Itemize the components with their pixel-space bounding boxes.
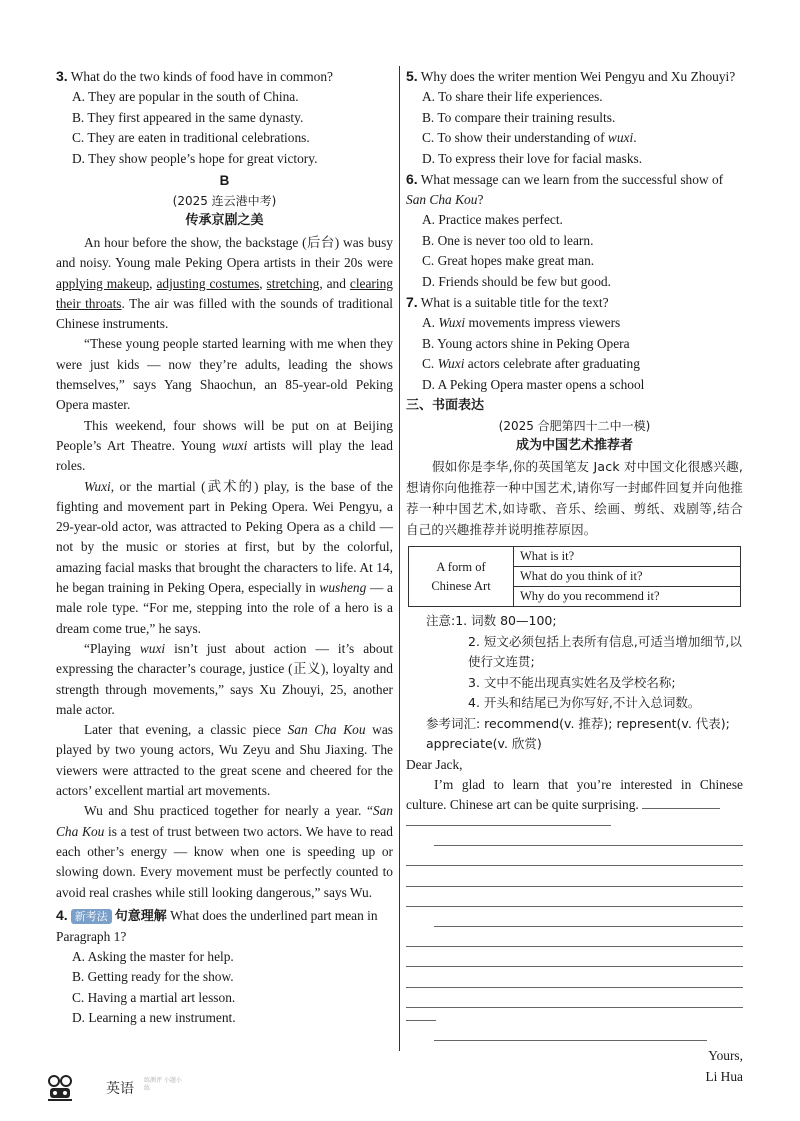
question-text: What do the two kinds of food have in common? (70, 69, 333, 84)
writing-line[interactable] (406, 947, 743, 967)
question-text: What does the underlined part mean in Paragraph 1? (56, 907, 378, 944)
option-a[interactable]: A. To share their life experiences. (422, 89, 603, 104)
writing-line[interactable] (434, 1021, 707, 1041)
underlined-part: adjusting costumes (156, 275, 260, 291)
underlined-part: applying makeup (56, 275, 150, 291)
option-a[interactable]: A. Practice makes perfect. (422, 212, 563, 227)
underlined-part: clearing their throats (56, 275, 393, 311)
option-b[interactable]: B. They first appeared in the same dynasty. (72, 109, 304, 125)
vocab-hint: 参考词汇: recommend(v. 推荐); represent(v. 代表); appreciate(v. 欣赏) (426, 715, 730, 751)
option-c[interactable]: C. Great hopes make great man. (422, 253, 595, 268)
question-4 (56, 905, 393, 1029)
paragraph-2: “These young people started learning with me when they were just kids — now they’re adults, leading the shows themselves,” says Yang Shaochun, an 85-year-old Peking Opera master. (56, 336, 393, 413)
right-column (406, 66, 743, 1087)
option-a[interactable]: A. Wuxi movements impress viewers (422, 315, 621, 330)
new-method-badge: 新考法 (71, 909, 112, 924)
option-c[interactable]: C. Having a martial art lesson. (72, 989, 236, 1005)
option-a[interactable]: A. They are popular in the south of China. (72, 89, 299, 104)
letter-closing: Yours, (708, 1047, 743, 1063)
letter-signature: Li Hua (705, 1068, 743, 1084)
option-c[interactable]: C. They are eaten in traditional celebrations. (72, 130, 310, 145)
option-c[interactable]: C. Wuxi actors celebrate after graduating (422, 356, 640, 371)
question-7 (406, 292, 743, 395)
question-number: 7. (406, 294, 418, 310)
question-text: What is a suitable title for the text? (420, 295, 609, 310)
info-table (408, 546, 741, 607)
answer-area[interactable] (406, 817, 743, 1041)
option-c[interactable]: C. To show their understanding of wuxi. (422, 130, 637, 145)
question-text: Why does the writer mention Wei Pengyu and Xu Zhouyi? (420, 69, 736, 84)
option-b[interactable]: B. Getting ready for the show. (72, 969, 234, 985)
section-heading: 三、书面表达 (406, 398, 485, 413)
column-divider (399, 66, 400, 1051)
option-d[interactable]: D. Friends should be few but good. (422, 273, 611, 289)
passage-label: B (219, 173, 230, 188)
option-a[interactable]: A. Asking the master for help. (72, 948, 234, 964)
question-5 (406, 66, 743, 169)
left-column (56, 66, 393, 1029)
writing-blank[interactable] (642, 808, 720, 809)
passage-source: (2025 连云港中考) (172, 194, 277, 208)
writing-line[interactable] (406, 927, 743, 947)
option-d[interactable]: D. A Peking Opera master opens a school (422, 376, 645, 392)
writing-source: (2025 合肥第四十二中一模) (498, 419, 651, 433)
writing-line[interactable] (434, 826, 743, 846)
paragraph-5: “Playing wuxi isn’t just about action — it’s about expressing the character’s courage, justice (正义), loyalty and strength through movements,” says Xu Zhouyi, 25, another male actor. (56, 640, 393, 717)
subject-label: 英语 (106, 1081, 134, 1097)
paragraph-3: This weekend, four shows will be put on at Beijing People’s Art Theatre. Young wuxi artists will play the lead roles. (56, 417, 393, 474)
writing-line[interactable] (406, 967, 743, 987)
question-text: What message can we learn from the successful show of (420, 172, 724, 187)
paragraph-6: Later that evening, a classic piece San Cha Kou was played by two young actors, Wu Zeyu and Shu Jiaxing. The viewers were attracted to the great scene and cheered for the actors’ excellent martial art movements. (56, 722, 393, 799)
page-footer (44, 1072, 244, 1106)
table-row: What is it? (514, 547, 741, 567)
question-6: 6. What message can we learn from the successful show of San Cha Kou? A. Practice makes perfect. B. One is never too old to learn. C. Great hopes make great man. D. Friends should be few but good. (406, 169, 743, 292)
underlined-part: stretching (266, 275, 320, 291)
option-b[interactable]: B. One is never too old to learn. (422, 232, 594, 248)
option-b[interactable]: B. Young actors shine in Peking Opera (422, 335, 630, 351)
option-d[interactable]: D. They show people’s hope for great victory. (72, 150, 318, 166)
question-number: 5. (406, 68, 418, 84)
paragraph-1: An hour before the show, the backstage (后台) was busy and noisy. Young male Peking Opera artists in their 20s were applying makeup, adjusting costumes, stretching, and clearing their throats. The air was filled with the sounds of traditional Chinese instruments. (56, 235, 393, 332)
passage-title: 传承京剧之美 (185, 213, 264, 228)
writing-line[interactable] (406, 846, 743, 866)
question-number: 6. (406, 171, 418, 187)
question-number: 3. (56, 68, 68, 84)
option-d[interactable]: D. Learning a new instrument. (72, 1010, 236, 1026)
paragraph-4: Wuxi, or the martial (武术的) play, is the base of the fighting and movement part in Peking Opera. Wei Pengyu, a 29-year-old actor, was attracted to Peking Opera as a child — not by the music or stories at first, but by the colorful, amazing facial masks that brought the characters to life. At 14, he began training in Peking Opera, especially in wusheng — a male role type. “For me, stepping into the role of a hero is a dream come true,” he says. (56, 478, 393, 636)
writing-line[interactable] (406, 1008, 436, 1021)
option-b[interactable]: B. To compare their training results. (422, 109, 616, 125)
question-tag: 句意理解 (114, 908, 167, 924)
letter-opening: I’m glad to learn that you’re interested in Chinese culture. Chinese art can be quite surprising. (406, 776, 743, 812)
writing-line[interactable] (406, 887, 743, 907)
writing-line[interactable] (406, 866, 743, 886)
writing-notes: 注意:1. 词数 80—100; 2. 短文必须包括上表所有信息,可适当增加细节,以使行文连贯; 3. 文中不能出现真实姓名及学校名称; 4. 开头和结尾已为你写好,不计入总词数。 参考词汇: recommend(v. 推荐); represent(v. 代表); appreciate(v. 欣赏) (406, 611, 743, 755)
table-row: What do you think of it? (514, 567, 741, 587)
option-d[interactable]: D. To express their love for facial masks. (422, 150, 643, 166)
letter-greeting: Dear Jack, (406, 756, 463, 772)
writing-line[interactable] (406, 817, 611, 826)
writing-line[interactable] (406, 988, 743, 1008)
writing-prompt: 假如你是李华,你的英国笔友 Jack 对中国文化很感兴趣,想请你向他推荐一种中国艺术,请你写一封邮件回复并向他推荐一种中国艺术,如诗歌、音乐、绘画、剪纸、戏剧等,结合自己的兴趣推荐并说明推荐原因。 (406, 459, 743, 537)
question-number: 4. (56, 906, 68, 923)
paragraph-7: Wu and Shu practiced together for nearly a year. “San Cha Kou is a test of trust between two actors. We have to read each other’s energy — know when one is speeding up or slowing down. Every movement must be perfectly counted to avoid real crashes while still looking dangerous,” says Wu. (56, 803, 394, 900)
table-row: Why do you recommend it? (514, 587, 741, 607)
table-label: A form of Chinese Art (409, 547, 514, 607)
writing-title: 成为中国艺术推荐者 (515, 438, 633, 453)
writing-line[interactable] (434, 907, 743, 927)
mascot-logo-icon (44, 1072, 84, 1106)
question-3 (56, 66, 393, 169)
footer-subtext: 练测评 小题小练 (144, 1077, 182, 1092)
